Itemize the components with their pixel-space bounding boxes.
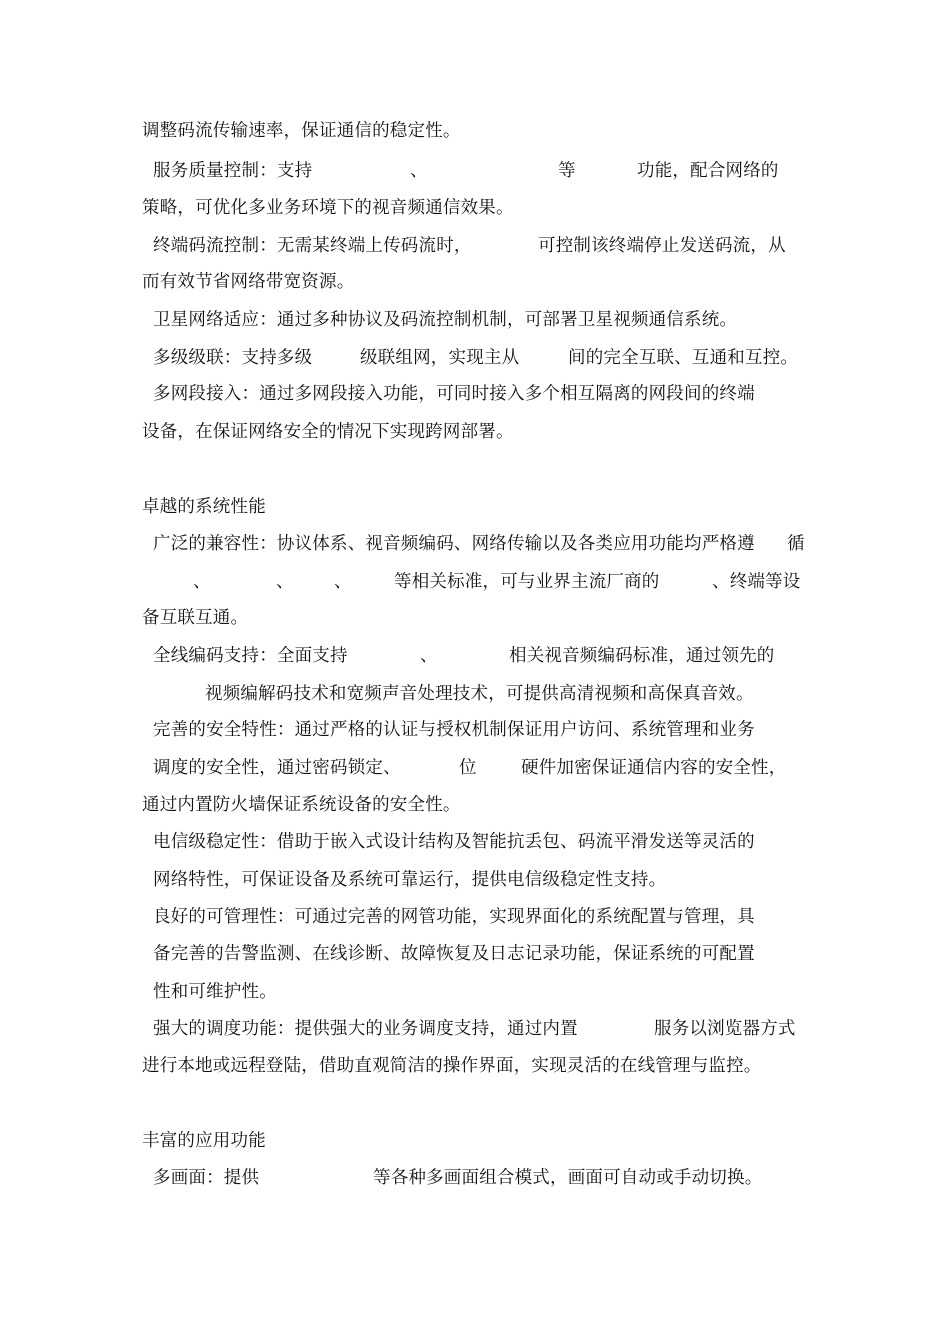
text-segment: 卓越的系统性能 bbox=[142, 497, 266, 517]
text-segment: 卫星网络适应：通过多种协议及码流控制机制，可部署卫星视频通信系统。 bbox=[153, 310, 738, 330]
text-segment: 丰富的应用功能 bbox=[142, 1131, 266, 1151]
text-segment: 终端码流控制：无需某终端上传码流时， bbox=[153, 236, 472, 256]
text-segment: 相关视音频编码标准，通过领先的 bbox=[509, 646, 775, 666]
text-segment: 、终端等设 bbox=[712, 572, 801, 592]
text-segment: 等 bbox=[558, 161, 576, 181]
text-segment: 可控制该终端停止发送码流，从 bbox=[538, 236, 786, 256]
text-segment: 多画面：提供 bbox=[153, 1168, 260, 1188]
text-segment: 等各种多画面组合模式，画面可自动或手动切换。 bbox=[373, 1168, 763, 1188]
text-segment: 服务质量控制：支持 bbox=[153, 161, 313, 181]
text-segment: 备完善的告警监测、在线诊断、故障恢复及日志记录功能，保证系统的可配置 bbox=[153, 944, 755, 964]
text-segment: 视频编解码技术和宽频声音处理技术，可提供高清视频和高保真音效。 bbox=[205, 684, 754, 704]
text-segment: 性和可维护性。 bbox=[153, 982, 277, 1002]
text-segment: 良好的可管理性：可通过完善的网管功能，实现界面化的系统配置与管理，具 bbox=[153, 907, 755, 927]
text-segment: 、 bbox=[334, 572, 352, 592]
text-segment: 、 bbox=[410, 161, 428, 181]
text-segment: 网络特性，可保证设备及系统可靠运行，提供电信级稳定性支持。 bbox=[153, 870, 667, 890]
text-segment: 设备，在保证网络安全的情况下实现跨网部署。 bbox=[142, 422, 514, 442]
text-segment: 位 bbox=[459, 758, 477, 778]
text-segment: 服务以浏览器方式 bbox=[654, 1019, 796, 1039]
text-segment: 全线编码支持：全面支持 bbox=[153, 646, 348, 666]
text-segment: 功能，配合网络的 bbox=[637, 161, 779, 181]
text-segment: 多级级联：支持多级 bbox=[153, 348, 313, 368]
text-segment: 电信级稳定性：借助于嵌入式设计结构及智能抗丢包、码流平滑发送等灵活的 bbox=[153, 832, 755, 852]
text-segment: 等相关标准，可与业界主流厂商的 bbox=[394, 572, 660, 592]
text-segment: 备互联互通。 bbox=[142, 608, 249, 628]
text-segment: 进行本地或远程登陆，借助直观简洁的操作界面，实现灵活的在线管理与监控。 bbox=[142, 1056, 762, 1076]
text-segment: 循 bbox=[787, 534, 805, 554]
text-segment: 完善的安全特性：通过严格的认证与授权机制保证用户访问、系统管理和业务 bbox=[153, 720, 755, 740]
text-segment: 策略，可优化多业务环境下的视音频通信效果。 bbox=[142, 198, 514, 218]
text-segment: 间的完全互联、互通和互控。 bbox=[568, 348, 799, 368]
text-segment: 多网段接入：通过多网段接入功能，可同时接入多个相互隔离的网段间的终端 bbox=[153, 384, 755, 404]
text-segment: 广泛的兼容性：协议体系、视音频编码、网络传输以及各类应用功能均严格遵 bbox=[153, 534, 755, 554]
text-segment: 、 bbox=[193, 572, 211, 592]
text-segment: 调度的安全性，通过密码锁定、 bbox=[153, 758, 401, 778]
text-segment: 通过内置防火墙保证系统设备的安全性。 bbox=[142, 795, 461, 815]
text-segment: 硬件加密保证通信内容的安全性， bbox=[521, 758, 787, 778]
text-segment: 强大的调度功能：提供强大的业务调度支持，通过内置 bbox=[153, 1019, 578, 1039]
text-segment: 而有效节省网络带宽资源。 bbox=[142, 272, 355, 292]
text-segment: 调整码流传输速率，保证通信的稳定性。 bbox=[142, 121, 461, 141]
text-segment: 、 bbox=[420, 646, 438, 666]
text-segment: 级联组网，实现主从 bbox=[360, 348, 520, 368]
text-segment: 、 bbox=[276, 572, 294, 592]
